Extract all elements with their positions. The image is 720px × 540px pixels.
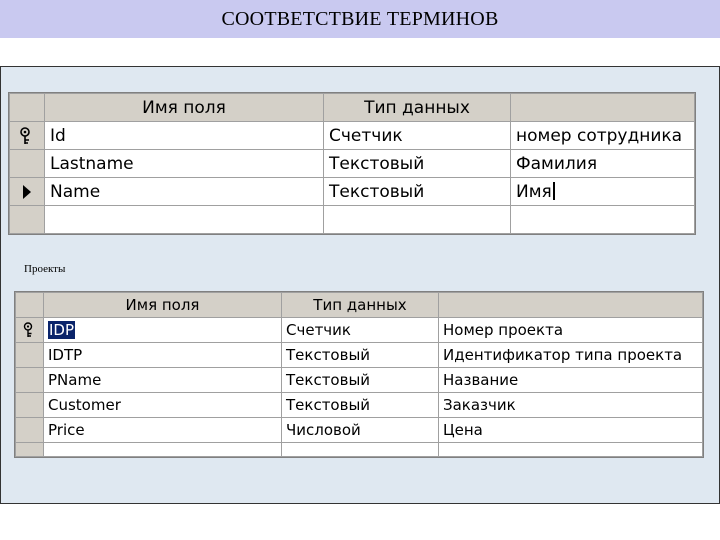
table-row[interactable]: [10, 178, 695, 206]
description-cell[interactable]: [439, 443, 703, 457]
description-cell[interactable]: Номер проекта: [439, 318, 703, 343]
data-type-cell[interactable]: Текстовый: [282, 368, 439, 393]
grid-header-row: [10, 94, 695, 122]
field-name-cell[interactable]: Lastname: [45, 150, 324, 178]
key-icon: [10, 122, 44, 149]
field-name-cell[interactable]: Name: [45, 178, 324, 206]
projects-design-grid: [14, 291, 704, 458]
field-name-cell[interactable]: IDTP: [44, 343, 282, 368]
row-selector[interactable]: [16, 368, 44, 393]
data-type-cell[interactable]: Числовой: [282, 418, 439, 443]
description-cell[interactable]: номер сотрудника: [511, 122, 695, 150]
current-row-arrow-icon: [10, 178, 44, 205]
column-header-data-type[interactable]: Тип данных: [282, 293, 439, 318]
row-selector[interactable]: [10, 206, 45, 234]
employees-design-grid: [8, 92, 696, 235]
table-row[interactable]: [16, 418, 703, 443]
row-selector[interactable]: [16, 393, 44, 418]
key-icon: [16, 318, 43, 342]
field-name-cell[interactable]: [45, 206, 324, 234]
field-name-cell[interactable]: [44, 443, 282, 457]
slide-title: СООТВЕТСТВИЕ ТЕРМИНОВ: [221, 8, 499, 30]
row-selector[interactable]: [16, 343, 44, 368]
new-record-row[interactable]: [16, 443, 703, 457]
table-row[interactable]: [10, 150, 695, 178]
table-row[interactable]: [10, 122, 695, 150]
title-bar: [0, 0, 720, 38]
table-row[interactable]: [16, 318, 703, 343]
description-cell[interactable]: [511, 206, 695, 234]
field-name-cell[interactable]: [44, 318, 282, 343]
data-type-cell[interactable]: Текстовый: [324, 150, 511, 178]
description-text: Имя: [516, 181, 552, 202]
column-header-field-name[interactable]: Имя поля: [44, 293, 282, 318]
data-type-cell[interactable]: Текстовый: [324, 178, 511, 206]
new-record-row[interactable]: [10, 206, 695, 234]
data-type-cell[interactable]: [324, 206, 511, 234]
row-selector[interactable]: [10, 178, 45, 206]
row-selector[interactable]: [16, 318, 44, 343]
description-cell[interactable]: Заказчик: [439, 393, 703, 418]
table-row[interactable]: [16, 343, 703, 368]
row-selector[interactable]: [10, 150, 45, 178]
column-header-field-name[interactable]: Имя поля: [45, 94, 324, 122]
table-row[interactable]: [16, 393, 703, 418]
row-selector[interactable]: [16, 418, 44, 443]
column-header-description[interactable]: [439, 293, 703, 318]
description-cell[interactable]: Фамилия: [511, 150, 695, 178]
description-cell[interactable]: Цена: [439, 418, 703, 443]
row-selector[interactable]: [16, 443, 44, 457]
column-header-description[interactable]: [511, 94, 695, 122]
projects-caption: Проекты: [24, 263, 66, 275]
field-name-cell[interactable]: Customer: [44, 393, 282, 418]
field-name-cell[interactable]: Price: [44, 418, 282, 443]
description-cell-editing[interactable]: [511, 178, 695, 206]
text-caret: [553, 182, 555, 200]
grid-header-row: [16, 293, 703, 318]
column-header-data-type[interactable]: Тип данных: [324, 94, 511, 122]
field-name-cell[interactable]: PName: [44, 368, 282, 393]
data-type-cell[interactable]: Текстовый: [282, 343, 439, 368]
description-cell[interactable]: Идентификатор типа проекта: [439, 343, 703, 368]
data-type-cell[interactable]: [282, 443, 439, 457]
data-type-cell[interactable]: Текстовый: [282, 393, 439, 418]
field-name-cell[interactable]: Id: [45, 122, 324, 150]
table-row[interactable]: [16, 368, 703, 393]
description-cell[interactable]: Название: [439, 368, 703, 393]
data-type-cell[interactable]: Счетчик: [282, 318, 439, 343]
data-type-cell[interactable]: Счетчик: [324, 122, 511, 150]
selected-text: IDP: [49, 321, 75, 339]
row-selector-header: [10, 94, 45, 122]
row-selector-header: [16, 293, 44, 318]
row-selector[interactable]: [10, 122, 45, 150]
